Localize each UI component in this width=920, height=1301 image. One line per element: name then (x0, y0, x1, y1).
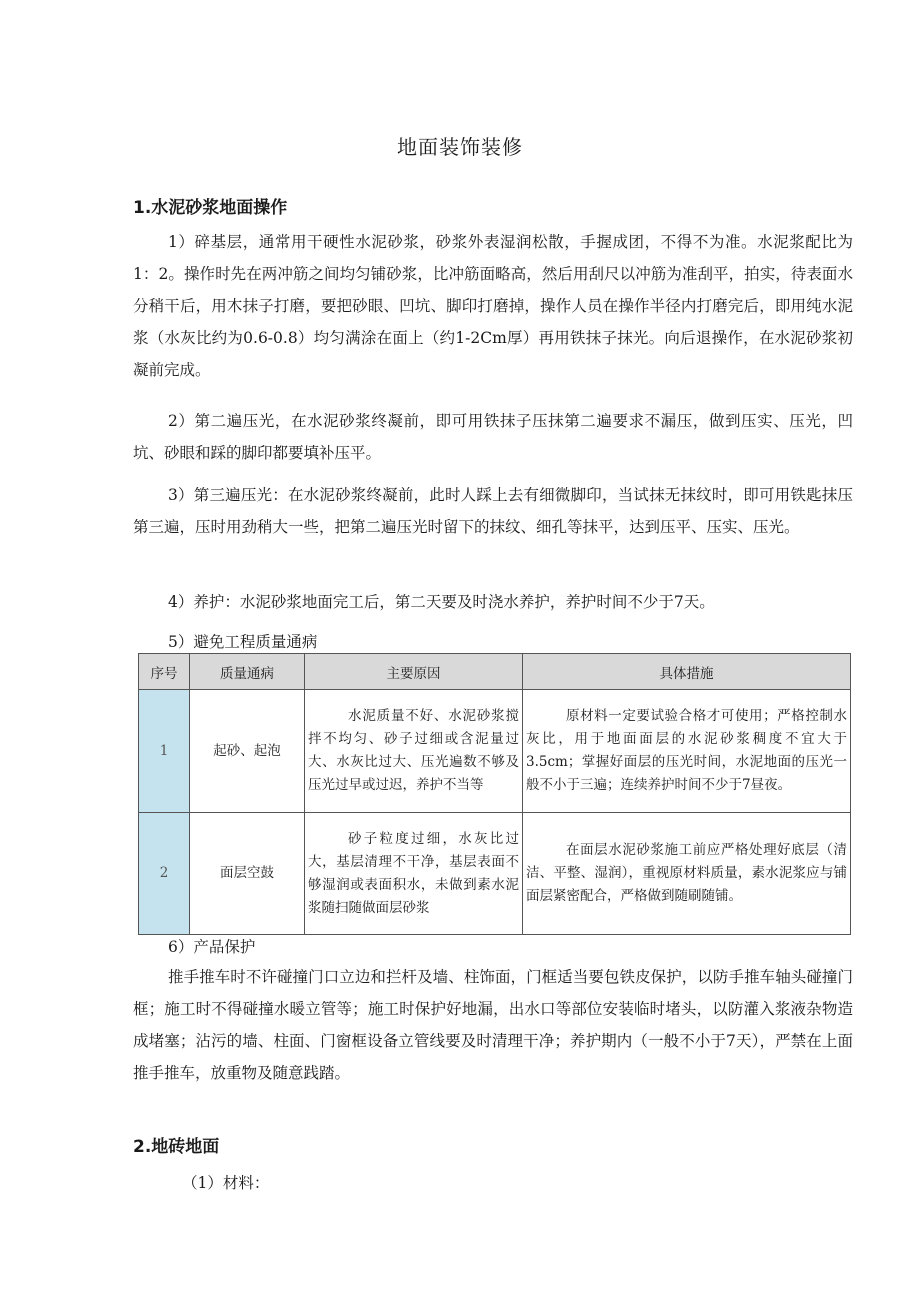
paragraph-7: 推手推车时不许碰撞门口立边和拦杆及墙、柱饰面，门框适当要包铁皮保护，以防手推车轴头碰撞门框；施工时不得碰撞水暖立管等；施工时保护好地漏，出水口等部位安装临时堵头，以防灌入浆液杂物造成堵塞；沾污的墙、柱面、门窗框设备立管线要及时清理干净；养护期内（一般不小于7天），严禁在上面推手推车，放重物及随意践踏。 (133, 968, 853, 1082)
cause-cell: 砂子粒度过细，水灰比过大，基层清理不干净，基层表面不够湿润或表面积水，未做到素水泥浆随扫随做面层砂浆 (305, 813, 523, 935)
table-row (139, 690, 851, 813)
paragraph-4: 4）养护：水泥砂浆地面完工后，第二天要及时浇水养护，养护时间不少于7天。 (168, 593, 715, 611)
problem-cell: 面层空鼓 (190, 813, 305, 935)
header-cell: 主要原因 (305, 654, 523, 690)
problem-cell: 起砂、起泡 (190, 690, 305, 813)
header-cell: 质量通病 (190, 654, 305, 690)
row-number: 2 (139, 813, 190, 935)
quality-problems-table (138, 653, 851, 935)
paragraph-3: 3）第三遍压光：在水泥砂浆终凝前，此时人踩上去有细微脚印，当试抹无抹纹时，即可用铁匙抹压第三遍，压时用劲稍大一些，把第二遍压光时留下的抹纹、细孔等抹平，达到压平、压实、压光。 (133, 486, 853, 536)
list-item-materials: （1）材料： (182, 1174, 270, 1192)
section-heading-1: 1.水泥砂浆地面操作 (133, 198, 288, 218)
cause-cell: 水泥质量不好、水泥砂浆搅拌不均匀、砂子过细或含泥量过大、水灰比过大、压光遍数不够及压光过早或过迟，养护不当等 (305, 690, 523, 813)
paragraph-6: 6）产品保护 (168, 938, 256, 956)
row-number: 1 (139, 690, 190, 813)
paragraph-2: 2）第二遍压光，在水泥砂浆终凝前，即可用铁抹子压抹第二遍要求不漏压，做到压实、压光，凹坑、砂眼和踩的脚印都要填补压平。 (133, 412, 853, 462)
measure-cell: 在面层水泥砂浆施工前应严格处理好底层（清洁、平整、湿润），重视原材料质量，素水泥浆应与铺面层紧密配合，严格做到随刷随铺。 (523, 813, 851, 935)
header-cell: 序号 (139, 654, 190, 690)
table-row (139, 813, 851, 935)
section-heading-2: 2.地砖地面 (133, 1137, 220, 1157)
header-cell: 具体措施 (523, 654, 851, 690)
paragraph-5: 5）避免工程质量通病 (168, 633, 318, 651)
measure-cell: 原材料一定要试验合格才可使用；严格控制水灰比，用于地面面层的水泥砂浆稠度不宜大于3.5cm；掌握好面层的压光时间，水泥地面的压光一般不小于三遍；连续养护时间不少于7昼夜。 (523, 690, 851, 813)
page-title: 地面装饰装修 (397, 135, 523, 159)
table-header-row (139, 654, 851, 690)
paragraph-1: 1）碎基层，通常用干硬性水泥砂浆，砂浆外表湿润松散，手握成团，不得不为准。水泥浆配比为1：2。操作时先在两冲筋之间均匀铺砂浆，比冲筋面略高，然后用刮尺以冲筋为准刮平，拍实，待表面水分稍干后，用木抹子打磨，要把砂眼、凹坑、脚印打磨掉，操作人员在操作半径内打磨完后，即用纯水泥浆（水灰比约为0.6-0.8）均匀满涂在面上（约1-2Cm厚）再用铁抹子抹光。向后退操作，在水泥砂浆初凝前完成。 (133, 233, 853, 379)
